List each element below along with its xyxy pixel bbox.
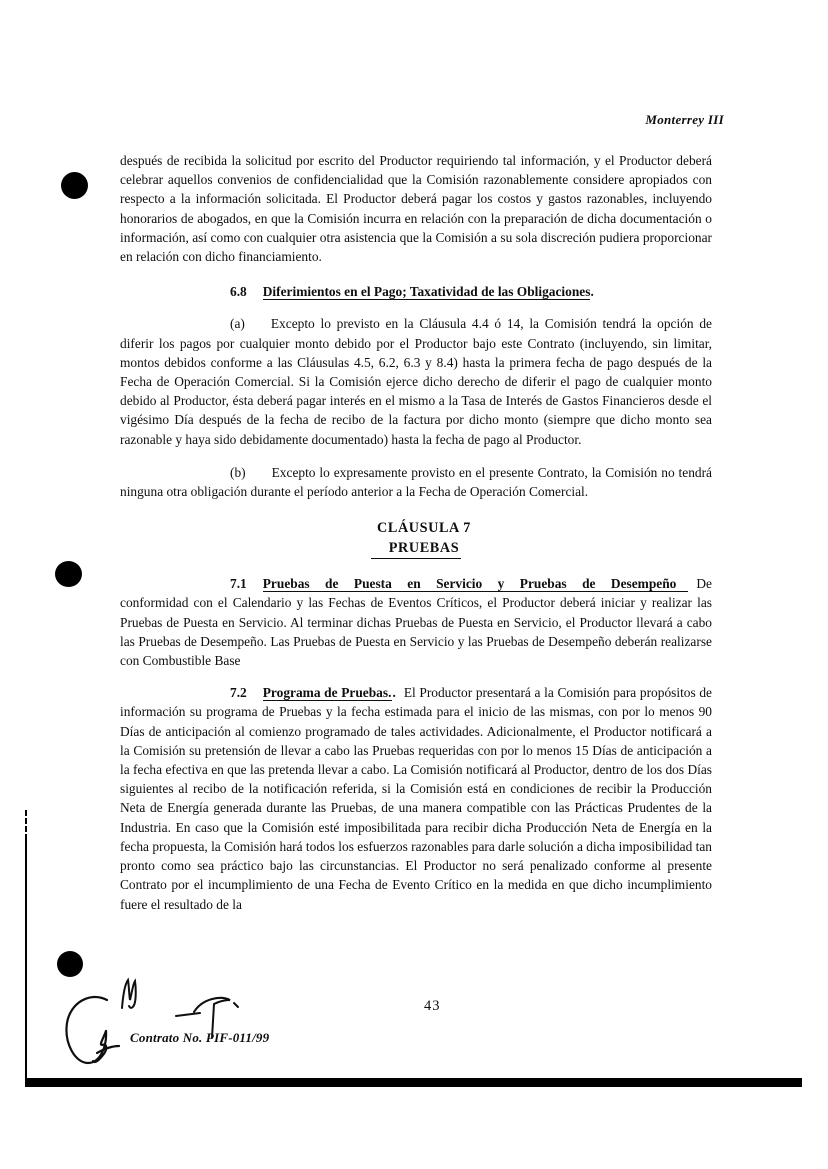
handwritten-signature-loop (62, 993, 122, 1067)
section-7-1-number: 7.1 (230, 576, 247, 592)
scan-edge-left-dashed (25, 810, 27, 840)
scan-edge-bottom (25, 1078, 802, 1087)
paragraph-b-text: Excepto lo expresamente provisto en el presente Contrato, la Comisión no tendrá ninguna otra obligación durante el período anterior a la Fecha de Operación Comercial. (120, 464, 712, 500)
punch-hole-bottom-mark (57, 951, 83, 977)
section-6-8-number: 6.8 (230, 284, 247, 300)
section-7-1-title: Pruebas de Puesta en Servicio y Pruebas de Desempeño (263, 576, 689, 592)
section-7-2-text: El Productor presentará a la Comisión para propósitos de información su programa de Pruebas y la fecha estimada para el inicio de las mismas, con por lo menos 90 Días de anticipación al comienzo programado de tales actividades. Adicionalmente, el Productor notificará a la Comisión su pretensión de llevar a cabo las Pruebas requeridas con por lo menos 15 Días de anticipación a la fecha efectiva en que las pretenda llevar a cabo. La Comisión notificará al Productor, dentro de los dos Días siguientes al recibo de la notificación referida, si la Comisión está en condiciones de recibir la Producción Neta de Energía generada durante las Pruebas, de una manera compatible con las Prácticas Prudentes de la Industria. En caso que la Comisión esté imposibilitada para recibir dicha Producción Neta de Energía en la fecha propuesta, la Comisión hará todos los esfuerzos razonables para darle solución a dicha imposibilidad tan pronto como sea práctico bajo las circunstancias. El Productor no será penalizado conforme al presente Contrato por el incumplimiento de una Fecha de Evento Crítico en la medida en que dicho incumplimiento fuere el resultado de la (120, 685, 713, 912)
paragraph-6-8-a (120, 314, 712, 448)
contract-number-note: Contrato No. PIF-011/99 (130, 1030, 270, 1045)
paragraph-a-label: (a) (230, 316, 245, 332)
section-7-1-text: De conformidad con el Calendario y las Fechas de Eventos Críticos, el Productor deberá iniciar y realizar las Pruebas de Puesta en Servicio. Al terminar dichas Pruebas de Puesta en Servicio, el Productor llevará a cabo las Pruebas de Desempeño. Las Pruebas de Puesta en Servicio y las Pruebas de Desempeño deberán realizarse con Combustible Base (120, 576, 712, 669)
page-number: 43 (424, 998, 441, 1014)
section-7-2-paragraph (120, 683, 712, 913)
section-7-2-number: 7.2 (230, 685, 247, 701)
handwritten-initial-mark (119, 976, 143, 1012)
paragraph-6-8-b (120, 463, 712, 501)
clause-7-heading (120, 518, 712, 559)
section-6-8-title-period: . (590, 284, 594, 300)
header-doc-reference: Monterrey III (645, 112, 724, 127)
section-7-2-title: Programa de Pruebas. (262, 685, 392, 701)
section-6-8-title: Diferimientos en el Pago; Taxatividad de las Obligaciones (262, 284, 591, 300)
scan-edge-left (25, 840, 27, 1087)
punch-hole-top-mark (61, 172, 88, 199)
document-text-column (120, 151, 712, 914)
clause-7-subtitle: PRUEBAS (371, 538, 461, 559)
section-6-8-heading (120, 282, 712, 301)
clause-7-title: CLÁUSULA 7 (377, 520, 471, 537)
paragraph-a-text: Excepto lo previsto en la Cláusula 4.4 ó 14, la Comisión tendrá la opción de diferir los pagos por cualquier monto debido por el Productor bajo este Contrato (incluyendo, sin limitar, montos debidos conforme a las Cláusulas 4.5, 6.2, 6.3 y 8.4) hasta la primera fecha de pago después de la Fecha de Operación Comercial. Si la Comisión ejerce dicho derecho de diferir el pago de cualquier monto debido al Productor, ésta deberá pagar interés en el mismo a la Tasa de Interés de Gastos Financieros desde el vigésimo Día después de la fecha de recibo de la factura por dicho monto (siempre que dicho monto sea razonable y haya sido debidamente documentado) hasta la fecha de pago al Productor. (120, 316, 712, 447)
paragraph-b-label: (b) (230, 464, 246, 480)
section-7-1-paragraph (120, 574, 712, 670)
punch-hole-middle-mark (55, 561, 82, 587)
paragraph-intro-continuation: después de recibida la solicitud por escrito del Productor requiriendo tal información, y el Productor deberá celebrar aquellos convenios de confidencialidad que la Comisión razonablemente considere apropiados con respecto a la información solicitada. El Productor deberá pagar los costos y gastos razonables, incluyendo honorarios de abogados, en que la Comisión incurra en relación con la preparación de dicha documentación o información, así como con cualquier otra asistencia que la Comisión a su sola discreción pudiera proporcionar en relación con dicho financiamiento. (120, 153, 712, 265)
section-7-2-title-period: . (392, 685, 396, 701)
